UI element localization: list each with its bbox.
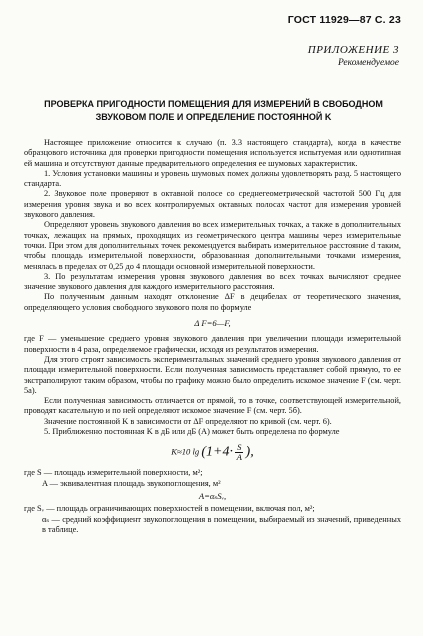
paragraph-tangent: Если полученная зависимость отличается от прямой, то в точке, соответствующей измерительной, проводят касательную и по ней определяют искомое значение F (см. черт. 5б).	[24, 396, 401, 416]
appendix-title: ПРИЛОЖЕНИЕ 3	[307, 44, 399, 56]
appendix-subtitle: Рекомендуемое	[337, 58, 399, 68]
appendix-label	[308, 44, 399, 68]
formula-delta-f: Δ F=6—F,	[194, 318, 231, 329]
paragraph-graph: Для этого строят зависимость экспериментальных значений среднего уровня звукового давления от площади измерительной поверхности. Если полученная зависимость представляет собой прямую, то ее экстраполируют таким образом, чтобы по графику можно было определить искомое значение F (см. черт. 5а).	[24, 354, 401, 395]
formula-k-lhs: K≈10 lg	[171, 446, 200, 457]
page-header: ГОСТ 11929—87 С. 23	[287, 14, 401, 26]
formula-k-denominator: A	[236, 452, 242, 463]
formula-k	[24, 443, 401, 462]
formula-a: A=αₛSᵥ,	[198, 490, 227, 501]
definition-alpha: αₛ — средний коэффициент звукопоглощения в помещении, выбираемый из значений, приведенных в таблице.	[42, 514, 401, 534]
paragraph-1: 1. Условия установки машины и уровень шумовых помех должны удовлетворять разд. 5 настоящего стандарта.	[24, 168, 401, 189]
paragraph-2: 2. Звуковое поле проверяют в октавной полосе со среднегеометрической частотой 500 Гц для измерения уровня звука и во всех контролируемых октавных полосах частот для измерения уровней звукового давления.	[24, 189, 401, 220]
definition-a: A — эквивалентная площадь звукопоглощения, м²	[42, 478, 221, 488]
formula-k-close: ),	[245, 444, 254, 460]
body-text	[24, 138, 401, 535]
definition-s: где S — площадь измерительной поверхности, м²;	[24, 468, 203, 478]
paragraph-2-cont: Определяют уровень звукового давления во всех измерительных точках, а также в дополнительных точках, лежащих на прямых, проходящих из геометрического центра машины через измерительные точки. При этом для дополнительных точек рекомендуется выбирать измерительное расстояние d таким, чтобы площадь измерительной поверхности, образованная дополнительными точками измерения, менялась в пределах от 0,25 до 4 площади основной измерительной поверхности.	[24, 220, 401, 271]
paragraph-3-cont: По полученным данным находят отклонение ΔF в децибелах от теоретического значения, определяющего условия свободного звукового поля по формуле	[24, 292, 401, 312]
paragraph-where-f: где F — уменьшение среднего уровня звукового давления при увеличении площади измерительной поверхности в 4 раза, определяемое графически, исходя из результатов измерения.	[24, 334, 401, 354]
paragraph-3: 3. По результатам измерения уровня звукового давления во всех точках вычисляют среднее значение звукового давления для каждого измерительного расстояния.	[24, 271, 401, 292]
formula-k-open: (1+4·	[201, 444, 233, 460]
formula-k-numerator: S	[237, 442, 242, 453]
formula-k-fraction	[235, 443, 243, 462]
paragraph-5: 5. Приближенно постоянная K в дБ или дБ (A) может быть определена по формуле	[44, 427, 340, 437]
paragraph-intro: Настоящее приложение относится к случаю (п. 3.3 настоящего стандарта), когда в качестве образцового источника для проверки пригодности помещения используется испытуемая или однотипная ей машина и отсутствуют данные предварительного определения ее шумовых характеристик.	[24, 138, 401, 168]
section-title: ПРОВЕРКА ПРИГОДНОСТИ ПОМЕЩЕНИЯ ДЛЯ ИЗМЕРЕНИЙ В СВОБОДНОМ ЗВУКОВОМ ПОЛЕ И ОПРЕДЕЛЕНИЕ ПОСТОЯННОЙ K	[44, 99, 383, 122]
paragraph-k-value: Значение постоянной K в зависимости от ΔF определяют по кривой (см. черт. 6).	[44, 416, 332, 426]
definition-sv: где Sᵥ — площадь ограничивающих поверхностей в помещении, включая пол, м²;	[24, 504, 315, 514]
